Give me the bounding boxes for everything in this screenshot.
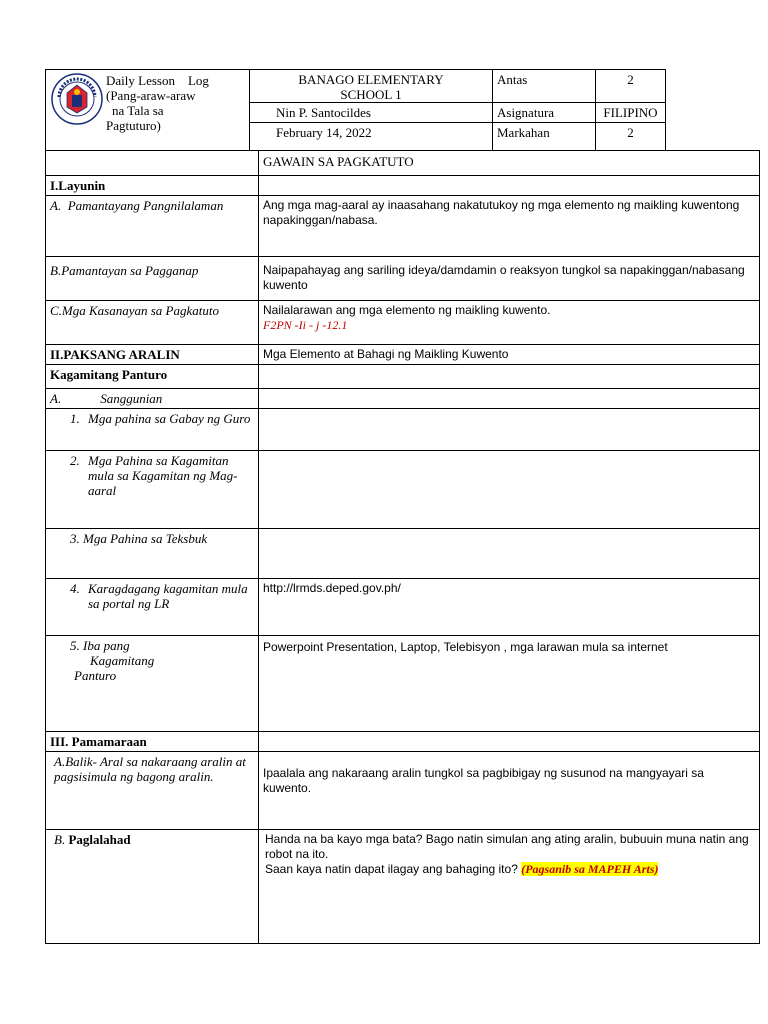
content-standard-text: Ang mga mag-aaral ay inaasahang nakatutukoy ng mga elemento ng maikling kuwentong napakinggan/nabasa.	[259, 196, 760, 257]
table-row	[46, 389, 760, 409]
ref5-cell	[46, 636, 259, 732]
presentation-label: Paglalahad	[68, 832, 131, 847]
ref5-text: Powerpoint Presentation, Laptop, Telebisyon , mga larawan mula sa internet	[259, 636, 760, 732]
ref4-number: 4.	[70, 581, 80, 596]
presentation-letter: B.	[54, 832, 66, 847]
subject-matter-heading: II.PAKSANG ARALIN	[46, 345, 259, 365]
title-line: na Tala sa	[112, 103, 164, 118]
table-row	[46, 365, 760, 389]
title-cell	[46, 70, 250, 151]
subject-value: FILIPINO	[596, 103, 666, 122]
table-row	[46, 196, 760, 257]
school-line1: BANAGO ELEMENTARY	[298, 72, 444, 87]
teacher-name: Nin P. Santocildes	[250, 103, 493, 122]
table-row	[46, 529, 760, 579]
blank-cell	[259, 409, 760, 451]
presentation-text: Handa na ba kayo mga bata? Bago natin simulan ang ating aralin, bubuuin muna natin ang robot na ito.	[265, 832, 749, 861]
subject-label: Asignatura	[493, 103, 596, 122]
review-label: A.Balik- Aral sa nakaraang aralin at pagsisimula ng bagong aralin.	[46, 752, 259, 830]
title-line: (Pang-araw-araw	[106, 88, 196, 103]
quarter-value: 2	[596, 122, 666, 150]
title-line: Pagtuturo)	[106, 118, 161, 133]
blank-cell	[259, 732, 760, 752]
content-standard-label: A. Pamantayang Pangnilalaman	[46, 196, 259, 257]
table-row	[46, 830, 760, 944]
ref4-cell	[46, 579, 259, 636]
table-row	[46, 579, 760, 636]
blank-cell	[259, 365, 760, 389]
school-name	[250, 70, 493, 103]
table-row	[46, 409, 760, 451]
ref1-cell	[46, 409, 259, 451]
competency-code: F2PN -Ii - j -12.1	[263, 318, 348, 332]
table-row	[46, 151, 760, 176]
table-row	[46, 176, 760, 196]
presentation-cell	[46, 830, 259, 944]
blank-cell	[259, 529, 760, 579]
header-table	[45, 69, 666, 151]
grade-label: Antas	[493, 70, 596, 103]
presentation-question-text: Saan kaya natin dapat ilagay ang bahaging ito?	[265, 862, 522, 876]
table-row	[46, 732, 760, 752]
ref4-link[interactable]: http://lrmds.deped.gov.ph/	[259, 579, 760, 636]
ref1-label: Mga pahina sa Gabay ng Guro	[88, 411, 251, 426]
blank-cell	[259, 389, 760, 409]
ref4-label: Karagdagang kagamitan mula sa portal ng LR	[88, 581, 248, 611]
deped-seal-icon	[51, 73, 103, 125]
grade-value: 2	[596, 70, 666, 103]
table-row	[46, 345, 760, 365]
quarter-label: Markahan	[493, 122, 596, 150]
competency-text: Nailalarawan ang mga elemento ng maikling kuwento.	[263, 303, 551, 317]
materials-heading: Kagamitang Panturo	[46, 365, 259, 389]
table-row	[46, 257, 760, 301]
table-row	[46, 451, 760, 529]
lesson-table	[45, 150, 760, 944]
objectives-heading: I.Layunin	[46, 176, 259, 196]
ref2-number: 2.	[70, 453, 80, 468]
performance-standard-text: Naipapahayag ang sariling ideya/damdamin o reaksyon tungkol sa napakinggan/nabasang kuwento	[259, 257, 760, 301]
ref1-number: 1.	[70, 411, 80, 426]
table-row	[46, 636, 760, 732]
ref2-cell	[46, 451, 259, 529]
procedure-heading: III. Pamamaraan	[46, 732, 259, 752]
title-line: Daily Lesson Log	[106, 73, 209, 88]
table-row	[46, 301, 760, 345]
ref5-line: 5. Iba pang	[70, 638, 130, 653]
competency-cell	[259, 301, 760, 345]
activity-heading: GAWAIN SA PAGKATUTO	[259, 151, 760, 176]
ref2-label: Mga Pahina sa Kagamitan mula sa Kagamitan ng Mag-aaral	[88, 453, 238, 498]
blank-cell	[259, 451, 760, 529]
presentation-content	[259, 830, 760, 944]
table-row	[46, 752, 760, 830]
references-label: A. Sanggunian	[46, 389, 259, 409]
competency-label: C.Mga Kasanayan sa Pagkatuto	[46, 301, 259, 345]
school-line2: SCHOOL 1	[340, 87, 402, 102]
ref3-label: 3. Mga Pahina sa Teksbuk	[46, 529, 259, 579]
log-title	[106, 73, 246, 133]
integration-note: (Pagsanib sa MAPEH Arts)	[521, 862, 659, 876]
blank-cell	[259, 176, 760, 196]
subject-matter-text: Mga Elemento at Bahagi ng Maikling Kuwento	[259, 345, 760, 365]
review-text: Ipaalala ang nakaraang aralin tungkol sa pagbibigay ng susunod na mangyayari sa kuwento.	[259, 752, 760, 830]
ref5-line: Kagamitang	[90, 653, 155, 668]
lesson-date: February 14, 2022	[250, 122, 493, 150]
ref5-line: Panturo	[74, 668, 117, 683]
performance-standard-label: B.Pamantayan sa Pagganap	[46, 257, 259, 301]
blank-cell	[46, 151, 259, 176]
presentation-question	[265, 862, 755, 877]
